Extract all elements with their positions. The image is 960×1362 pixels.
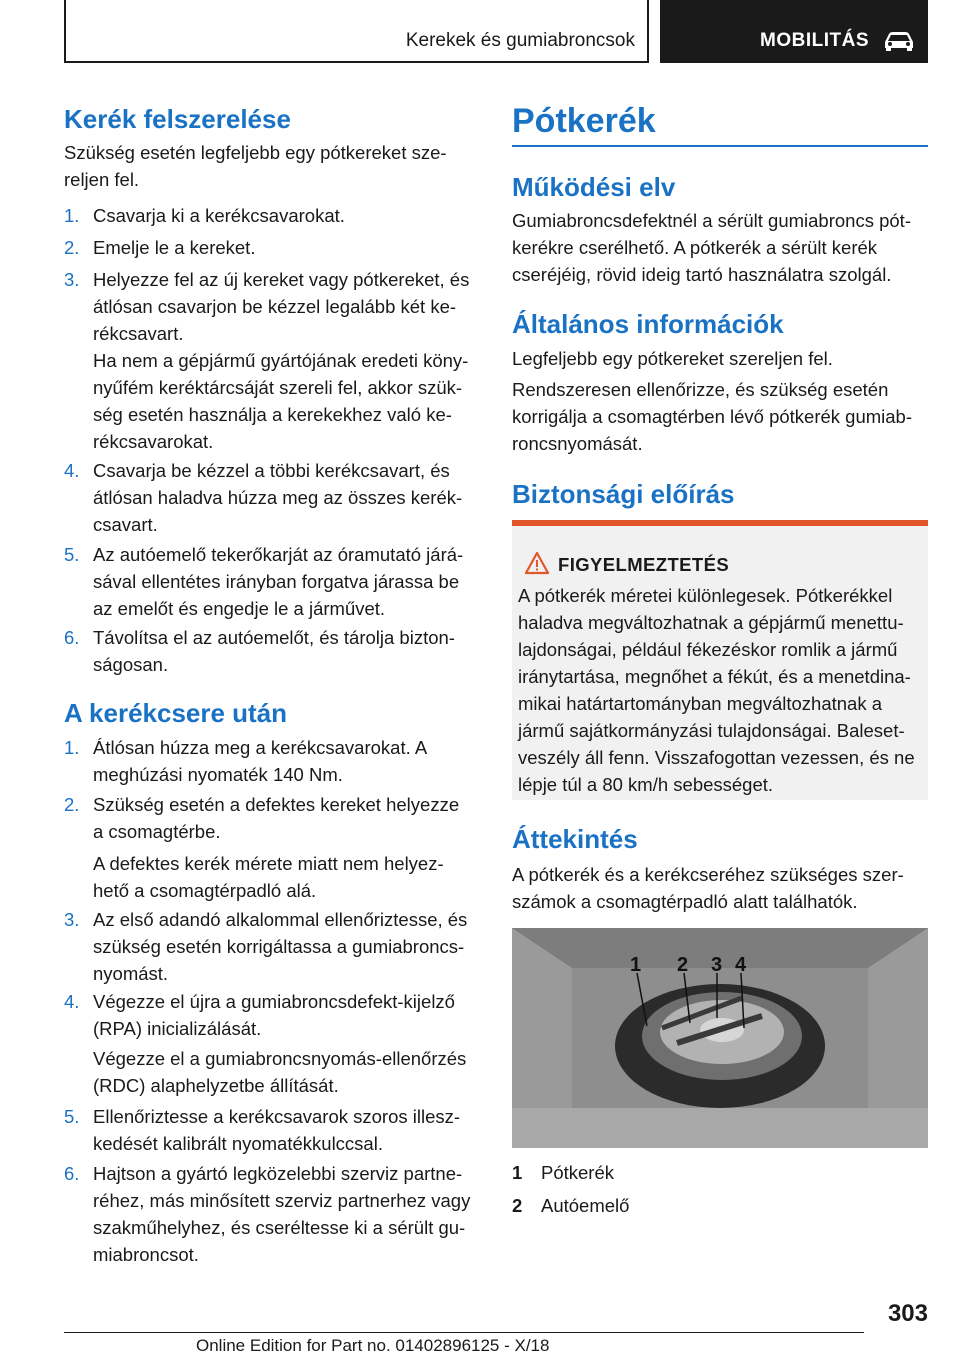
warning-box [512, 520, 928, 800]
trunk-illustration [512, 928, 928, 1148]
general-text-1: Legfeljebb egy pótkereket szereljen fel. [512, 348, 833, 369]
heading-after-change: A kerékcsere után [64, 698, 288, 728]
heading-principle: Működési elv [512, 172, 676, 202]
callout-label: 2 [677, 954, 689, 976]
heading-spare-wheel: Pótkerék [512, 102, 656, 140]
heading-general-info: Általános információk [512, 309, 784, 339]
warning-text: A pótkerék méretei különlegesek. Pótkerékkel haladva megváltozhatnak a gépjármű menettu- lajdonságai, például fékezéskor romlik a jármű iránytartása, megnőhet a fékút, és a menetdina- mikai határtartományban megváltozhatnak a jármű sajátkormányzási tulajdonságai. Baleset- veszély áll fenn. Visszafogottan vezessen, és ne lépje túl a 80 km/h sebességet. [518, 585, 915, 795]
callout-label: 4 [735, 954, 747, 976]
overview-text: A pótkerék és a kerékcseréhez szükséges szer- számok a csomagtérpadló alatt találhatók. [512, 864, 904, 912]
section-title: Kerekek és gumiabroncsok [405, 30, 635, 51]
heading-safety: Biztonsági előírás [512, 479, 735, 509]
footer-text: Online Edition for Part no. 01402896125 - X/18 [196, 1336, 550, 1355]
mount-intro: Szükség esetén legfeljebb egy pótkereket sze- reljen fel. [64, 142, 447, 190]
callout-label: 3 [711, 954, 723, 976]
spare-wheel-photo [512, 928, 928, 1148]
page-number: 303 [887, 1300, 928, 1327]
footer-divider [64, 1332, 864, 1333]
principle-text: Gumiabroncsdefektnél a sérült gumiabroncs pót- kerékre cserélhető. A pótkerék a sérült kerék cseréjéig, rövid ideig tartó használatra szolgál. [512, 210, 911, 285]
warning-title: FIGYELMEZTETÉS [558, 554, 730, 575]
warning-triangle-icon [524, 551, 550, 575]
chapter-tab [660, 0, 928, 63]
callout-label: 1 [630, 954, 642, 976]
heading-rule [512, 145, 928, 147]
car-icon [882, 30, 916, 52]
chapter-title: MOBILITÁS [760, 30, 869, 51]
heading-wheel-mount: Kerék felszerelése [64, 104, 291, 134]
page-header [64, 0, 928, 66]
heading-overview: Áttekintés [512, 824, 638, 854]
section-tab [64, 0, 649, 63]
general-text-2: Rendszeresen ellenőrizze, és szükség esetén korrigálja a csomagtérben lévő pótkerék gumiab- roncsnyomását. [512, 379, 913, 454]
